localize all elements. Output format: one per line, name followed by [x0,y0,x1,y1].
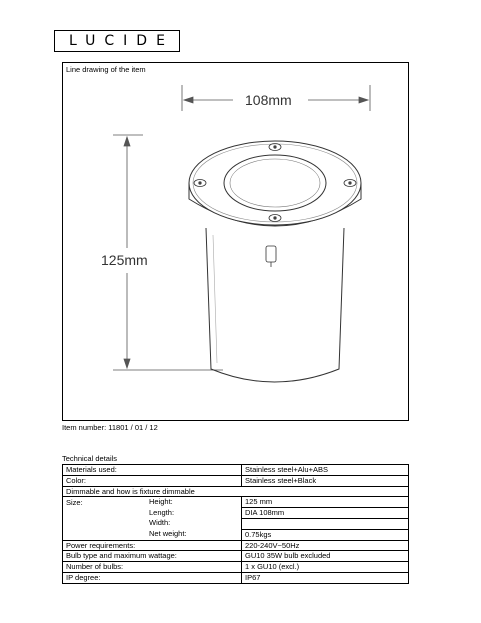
color-label: Color: [63,475,242,486]
table-row [63,497,409,508]
power-label: Power requirements: [63,540,242,551]
number-of-bulbs-value: 1 x GU10 (excl.) [242,562,409,573]
height-value: 125 mm [242,497,409,508]
length-value: DIA 108mm [242,508,409,519]
fixture-cable-gland [266,246,276,262]
height-dim-arrow-top [124,137,130,146]
table-row [63,518,409,529]
fixture-body-shadow [213,235,217,363]
ip-degree-value: IP67 [242,572,409,583]
table-row [63,465,409,476]
table-row [63,486,409,497]
technical-details-table [62,464,409,584]
table-row [63,529,409,540]
number-of-bulbs-label: Number of bulbs: [63,562,242,573]
table-row [63,475,409,486]
bulb-type-value: GU10 35W bulb excluded [242,551,409,562]
screw-left-dot [199,182,202,185]
materials-value: Stainless steel+Alu+ABS [242,465,409,476]
table-row [63,572,409,583]
line-drawing-frame [62,62,409,421]
dimmable-label: Dimmable and how is fixture dimmable [63,486,409,497]
net-weight-value: 0.75kgs [242,529,409,540]
size-height-cell [63,497,242,508]
table-row [63,540,409,551]
technical-details-title: Technical details [62,454,118,463]
fixture-body-outline [206,228,344,382]
width-cell [63,518,242,529]
brand-logo [54,30,180,52]
item-number: Item number: 11801 / 01 / 12 [62,423,158,432]
ip-degree-label: IP degree: [63,572,242,583]
table-row [63,551,409,562]
line-drawing-label: Line drawing of the item [66,65,146,74]
screw-top-dot [274,146,277,149]
brand-logo-text: LUCIDE [69,33,174,49]
fixture-rim-top [189,141,361,225]
table-row [63,508,409,519]
materials-label: Materials used: [63,465,242,476]
product-line-drawing [63,63,410,422]
size-label: Size: [66,497,83,507]
height-label: Height: [149,497,173,507]
width-value [242,518,409,529]
table-row [63,562,409,573]
height-dim-arrow-bottom [124,359,130,368]
screw-right-dot [349,182,352,185]
power-value: 220-240V~50Hz [242,540,409,551]
color-value: Stainless steel+Black [242,475,409,486]
net-weight-label: Net weight: [149,529,187,539]
width-label: Width: [149,518,171,528]
width-dim-arrow-left [184,97,193,103]
width-dim-arrow-right [359,97,368,103]
length-cell [63,508,242,519]
length-label: Length: [149,507,175,517]
bulb-type-label: Bulb type and maximum wattage: [63,551,242,562]
width-dimension-text: 108mm [245,92,292,108]
screw-bottom-dot [274,217,277,220]
height-dimension-text: 125mm [101,252,148,268]
net-weight-cell [63,529,242,540]
